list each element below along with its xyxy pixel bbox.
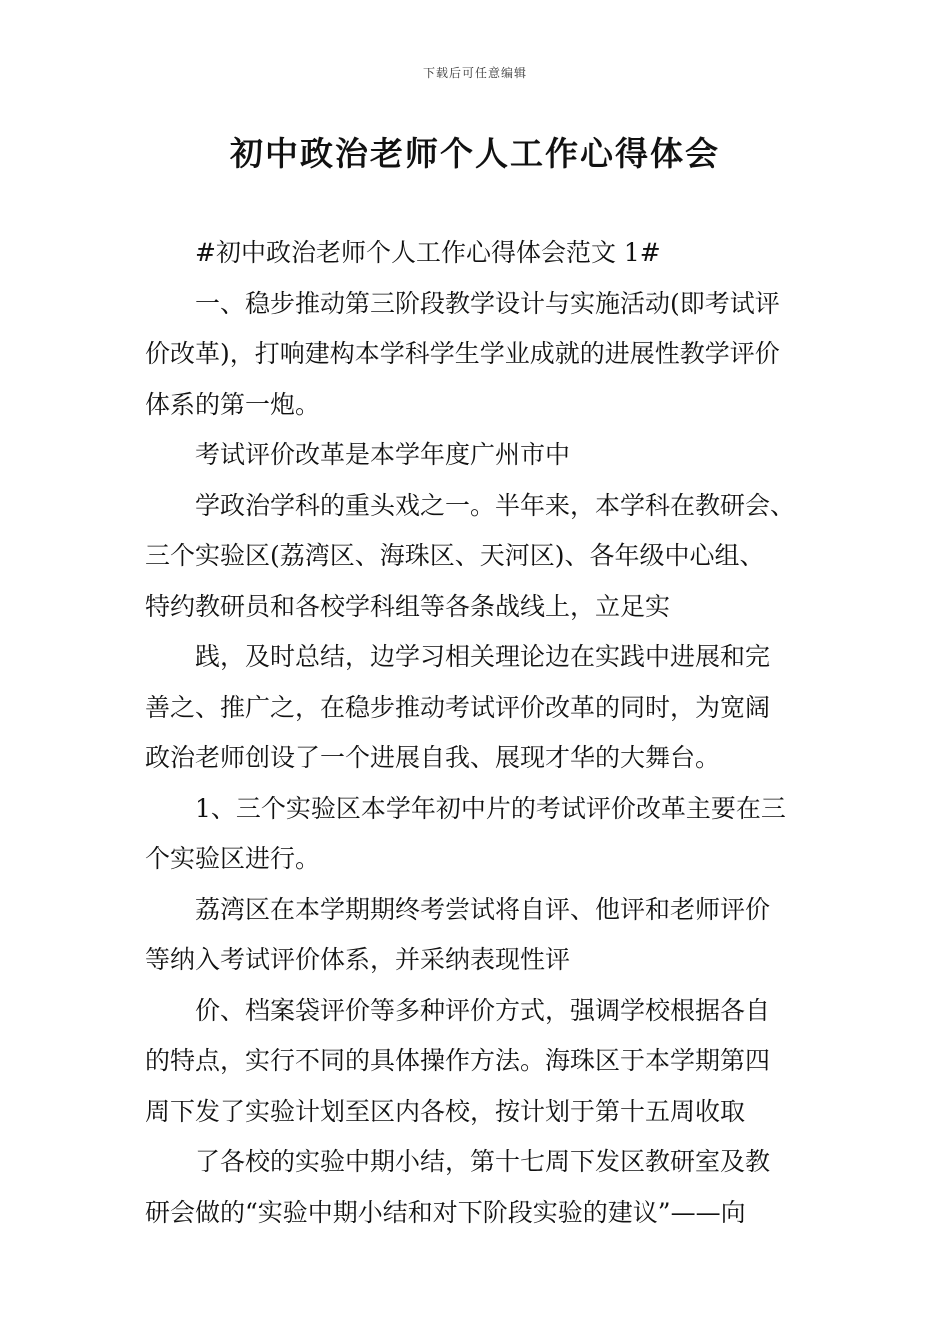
body-line: 的特点，实行不同的具体操作方法。海珠区于本学期第四 (145, 1046, 771, 1075)
body-line: 学政治学科的重头戏之一。半年来，本学科在教研会、 (195, 490, 796, 520)
body-line: 一、稳步推动第三阶段教学设计与实施活动(即考试评 (195, 288, 780, 318)
body-line: 价改革)，打响建构本学科学生学业成就的进展性教学评价 (145, 339, 780, 368)
body-line: 价、档案袋评价等多种评价方式，强调学校根据各自 (195, 995, 771, 1025)
body-line: 等纳入考试评价体系，并采纳表现性评 (145, 945, 571, 974)
body-line: 周下发了实验计划至区内各校，按计划于第十五周收取 (145, 1096, 746, 1126)
body-line: 体系的第一炮。 (145, 389, 321, 419)
body-line: 了各校的实验中期小结，第十七周下发区教研室及教 (195, 1147, 771, 1176)
body-line: 1、三个实验区本学年初中片的考试评价改革主要在三 (195, 793, 786, 823)
body-line: 善之、推广之，在稳步推动考试评价改革的同时，为宽阔 (145, 692, 771, 722)
body-line: 考试评价改革是本学年度广州市中 (195, 440, 571, 469)
body-line: 个实验区进行。 (145, 844, 321, 873)
body-line: 三个实验区(荔湾区、海珠区、天河区)、各年级中心组、 (145, 541, 765, 570)
body-line: 践，及时总结，边学习相关理论边在实践中进展和完 (195, 642, 771, 671)
header-note: 下载后可任意编辑 (422, 66, 527, 80)
body-line: #初中政治老师个人工作心得体会范文 1# (195, 238, 661, 267)
document-body (145, 228, 825, 1238)
document-title: 初中政治老师个人工作心得体会 (230, 134, 720, 173)
body-line: 政治老师创设了一个进展自我、展现才华的大舞台。 (145, 743, 721, 772)
body-line: 研会做的“实验中期小结和对下阶段实验的建议”——向 (145, 1197, 746, 1227)
body-line: 荔湾区在本学期期终考尝试将自评、他评和老师评价 (195, 894, 771, 924)
body-line: 特约教研员和各校学科组等各条战线上，立足实 (145, 591, 671, 621)
